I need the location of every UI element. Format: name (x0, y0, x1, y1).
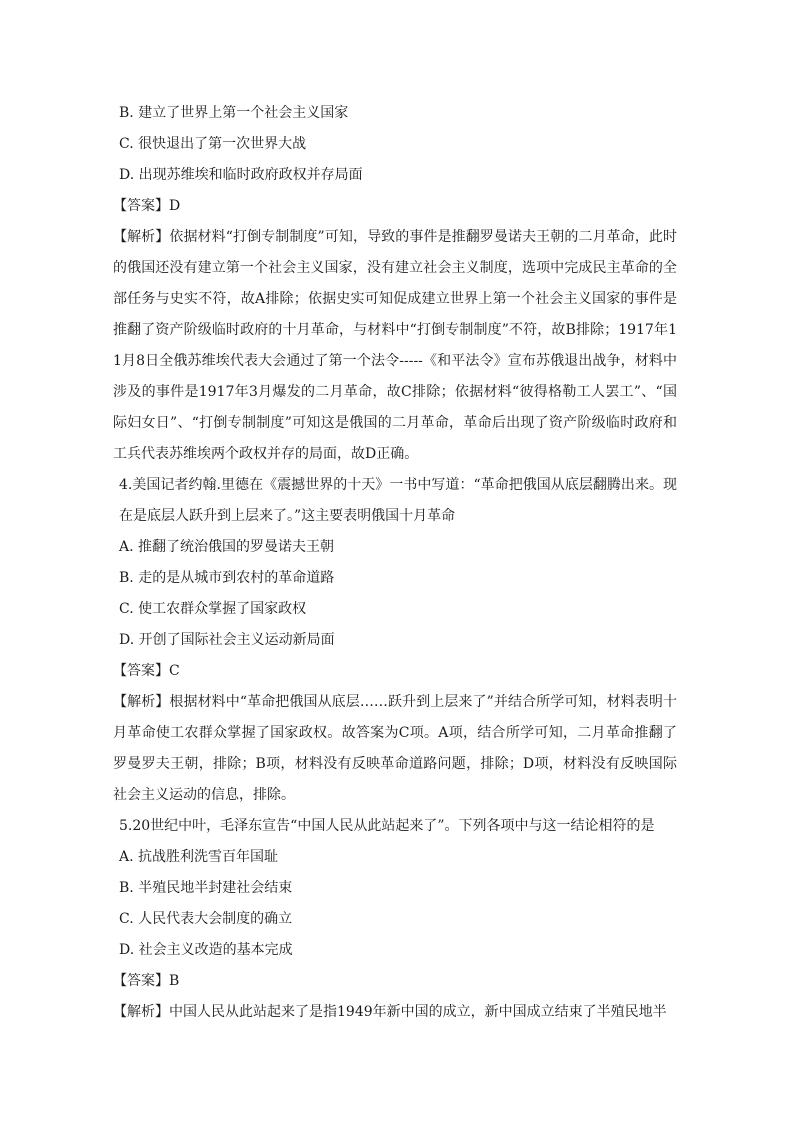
q4-answer: 【答案】C (113, 663, 180, 679)
q4-option-a: A. 推翻了统治俄国的罗曼诺夫王朝 (119, 539, 335, 555)
q5-explanation: 【解析】中国人民从此站起来了是指1949年新中国的成立，新中国成立结束了半殖民地半 (113, 1004, 667, 1020)
q3-answer: 【答案】D (113, 198, 181, 214)
q4-stem: 4.美国记者约翰.里德在《震撼世界的十天》一书中写道：“革命把俄国从底层翻腾出来。现在是底层人跃升到上层来了。”这主要表明俄国十月革命 (119, 477, 677, 524)
question-4 (113, 470, 677, 811)
q4-option-c: C. 使工农群众掌握了国家政权 (119, 601, 307, 617)
question-3 (113, 98, 677, 470)
q3-explanation: 【解析】依据材料“打倒专制制度”可知，导致的事件是推翻罗曼诺夫王朝的二月革命，此时的俄国还没有建立第一个社会主义国家，没有建立社会主义制度，选项中完成民主革命的全部任务与史实不符，故A排除；依据史实可知促成建立世界上第一个社会主义国家的事件是推翻了资产阶级临时政府的十月革命，与材料中“打倒专制制度”不符，故B排除；1917年11月8日全俄苏维埃代表大会通过了第一个法令-----《和平法令》宣布苏俄退出战争，材料中涉及的事件是1917年3月爆发的二月革命，故C排除；依据材料“彼得格勒工人罢工”、“国际妇女日”、“打倒专制制度”可知这是俄国的二月革命，革命后出现了资产阶级临时政府和工兵代表苏维埃两个政权并存的局面，故D正确。 (113, 229, 677, 462)
q3-option-b: B. 建立了世界上第一个社会主义国家 (119, 105, 349, 121)
q5-option-a: A. 抗战胜利洗雪百年国耻 (119, 849, 279, 865)
q4-explanation: 【解析】根据材料中“革命把俄国从底层……跃升到上层来了”并结合所学可知，材料表明十月革命使工农群众掌握了国家政权。故答案为C项。A项，结合所学可知，二月革命推翻了罗曼罗夫王朝，排除；B项，材料没有反映革命道路问题，排除；D项，材料没有反映国际社会主义运动的信息，排除。 (113, 694, 677, 803)
q5-stem: 5.20世纪中叶，毛泽东宣告“中国人民从此站起来了”。下列各项中与这一结论相符的是 (119, 818, 655, 834)
q3-option-d: D. 出现苏维埃和临时政府政权并存局面 (119, 167, 363, 183)
document-content (113, 98, 677, 1028)
question-5 (113, 811, 677, 1028)
q4-option-b: B. 走的是从城市到农村的革命道路 (119, 570, 335, 586)
q5-option-c: C. 人民代表大会制度的确立 (119, 911, 293, 927)
q5-option-d: D. 社会主义改造的基本完成 (119, 942, 293, 958)
q3-option-c: C. 很快退出了第一次世界大战 (119, 136, 307, 152)
q5-answer: 【答案】B (113, 973, 180, 989)
q4-option-d: D. 开创了国际社会主义运动新局面 (119, 632, 335, 648)
q5-option-b: B. 半殖民地半封建社会结束 (119, 880, 293, 896)
